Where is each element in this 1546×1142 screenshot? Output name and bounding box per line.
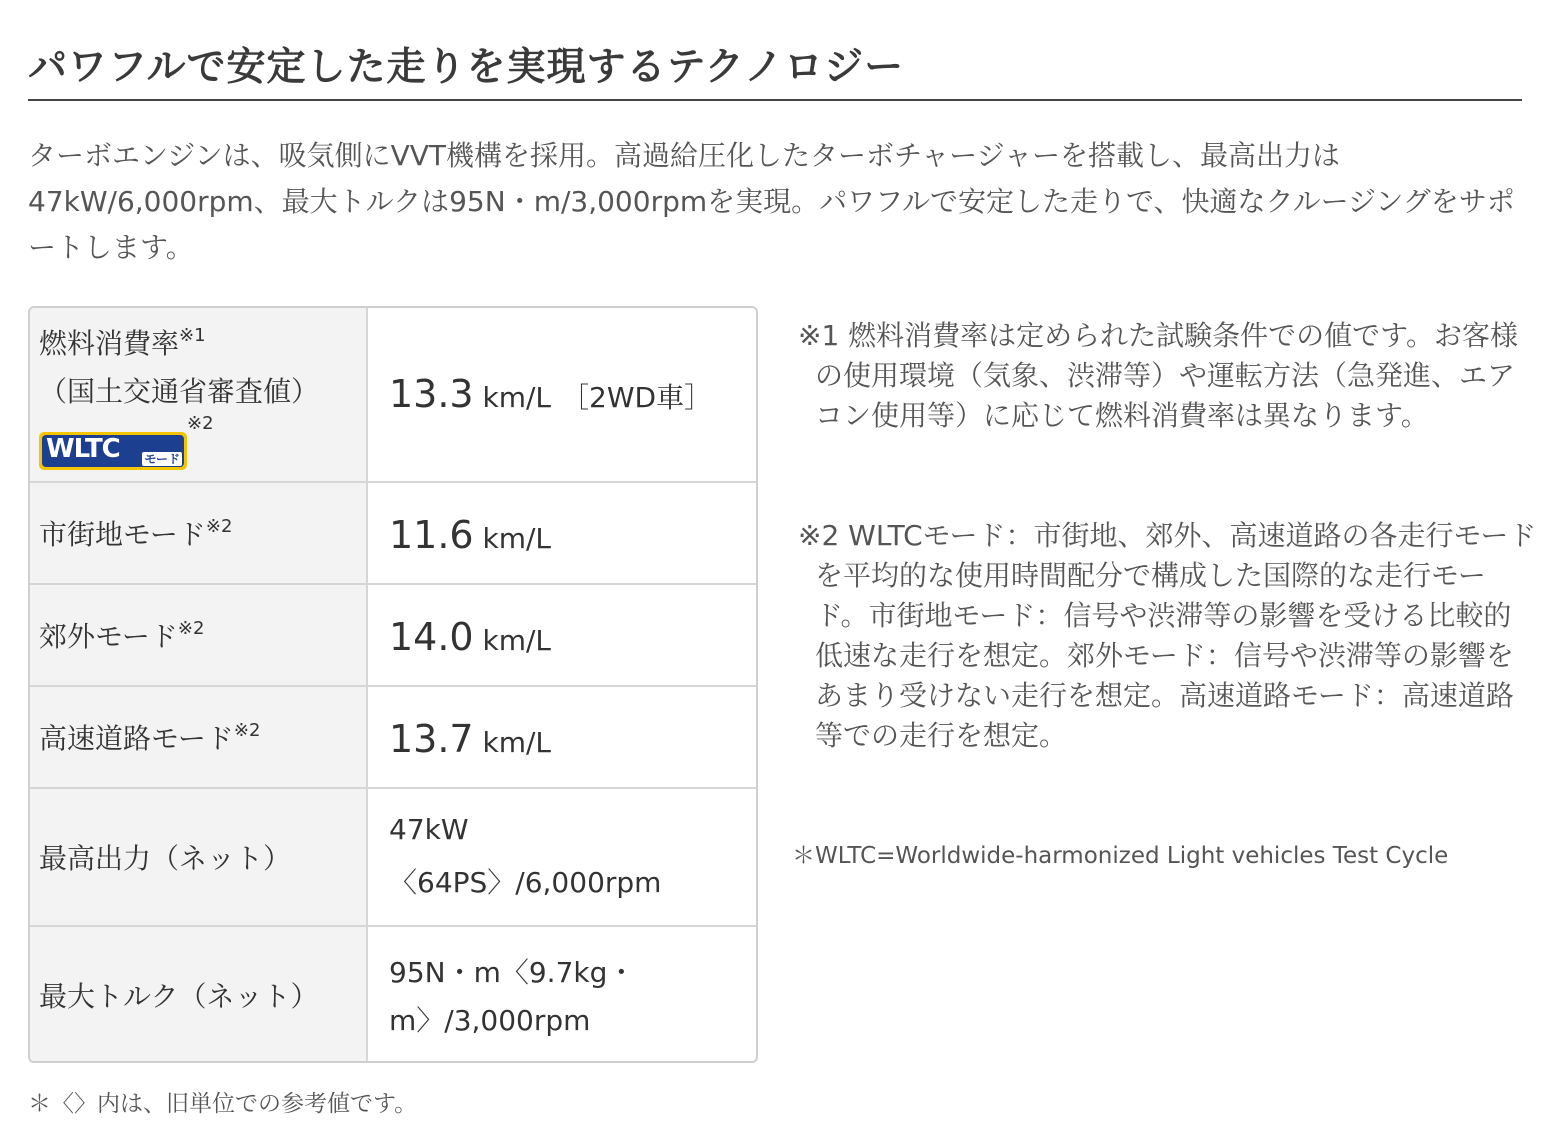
table-row-fuel-consumption [30,308,756,483]
row-value [368,789,756,925]
row-label [30,483,368,583]
intro-paragraph: ターボエンジンは、吸気側にVVT機構を採用。高過給圧化したターボチャージャーを搭載し、最高出力は47kW/6,000rpm、最大トルクは95N・m/3,000rpmを実現。パワフルで安定した走りで、快適なクルージングをサポートします。 [28,139,1515,264]
power-value-line1: 47kW [389,813,469,846]
footnote-ref-1: ※1 [179,325,206,346]
row-value [368,927,756,1063]
table-row-urban-mode [30,483,756,585]
row-label [30,789,368,925]
table-row-max-power [30,789,756,927]
page-title: パワフルで安定した走りを実現するテクノロジー [28,45,905,90]
footnote-ref-2: ※2 [233,720,261,741]
fuel-value: 13.3 [389,372,474,416]
units-footnote: ＊〈〉内は、旧単位での参考値です。 [28,1091,418,1117]
torque-value-line2: m〉/3,000rpm [389,1004,591,1037]
fuel-sublabel: （国土交通省審査値） [39,375,320,408]
urban-unit: km/L [473,522,552,555]
table-row-highway-mode [30,687,756,789]
footnote-ref-2: ※2 [177,618,205,639]
footnote-ref-2: ※2 [187,413,214,434]
urban-label: 市街地モード [39,518,206,551]
fuel-unit: km/L [473,381,552,414]
highway-label: 高速道路モード [39,722,234,755]
footnote-2: ※2 WLTCモード：市街地、郊外、高速道路の各走行モードを平均的な使用時間配分で構成した国際的な走行モード。市街地モード：信号や渋滞等の影響を受ける比較的低速な走行を想定。郊外モード：信号や渋滞等の影響をあまり受けない走行を想定。高速道路モード：高速道路等での走行を想定。 [798,519,1537,752]
row-label [30,585,368,685]
title-divider [28,99,1522,101]
wltc-mode-badge: WLTC モード [39,432,187,470]
power-label: 最高出力（ネット） [39,842,292,875]
urban-value: 11.6 [389,513,474,557]
spec-table [28,306,758,1063]
suburban-unit: km/L [473,624,552,657]
table-row-max-torque [30,927,756,1063]
footnote-1: ※1 燃料消費率は定められた試験条件での値です。お客様の使用環境（気象、渋滞等）や運転方法（急発進、エアコン使用等）に応じて燃料消費率は異なります。 [798,319,1518,432]
table-row-suburban-mode [30,585,756,687]
row-value [368,585,756,685]
row-value [368,483,756,583]
highway-unit: km/L [473,726,552,759]
row-value [368,308,756,481]
power-value-line2: 〈64PS〉/6,000rpm [389,866,662,899]
fuel-label: 燃料消費率 [39,327,180,360]
torque-label: 最大トルク（ネット） [39,980,319,1013]
row-value [368,687,756,787]
torque-value-line1: 95N・m〈9.7kg・ [389,956,636,989]
suburban-value: 14.0 [389,615,474,659]
highway-value: 13.7 [389,717,474,761]
row-label [30,927,368,1063]
footnote-ref-2: ※2 [205,516,233,537]
row-label [30,687,368,787]
row-label [30,308,368,481]
suburban-label: 郊外モード [39,620,178,653]
wltc-definition: ＊WLTC=Worldwide-harmonized Light vehicles Test Cycle [792,843,1449,869]
fuel-drive-note: ［2WD車］ [561,381,713,414]
